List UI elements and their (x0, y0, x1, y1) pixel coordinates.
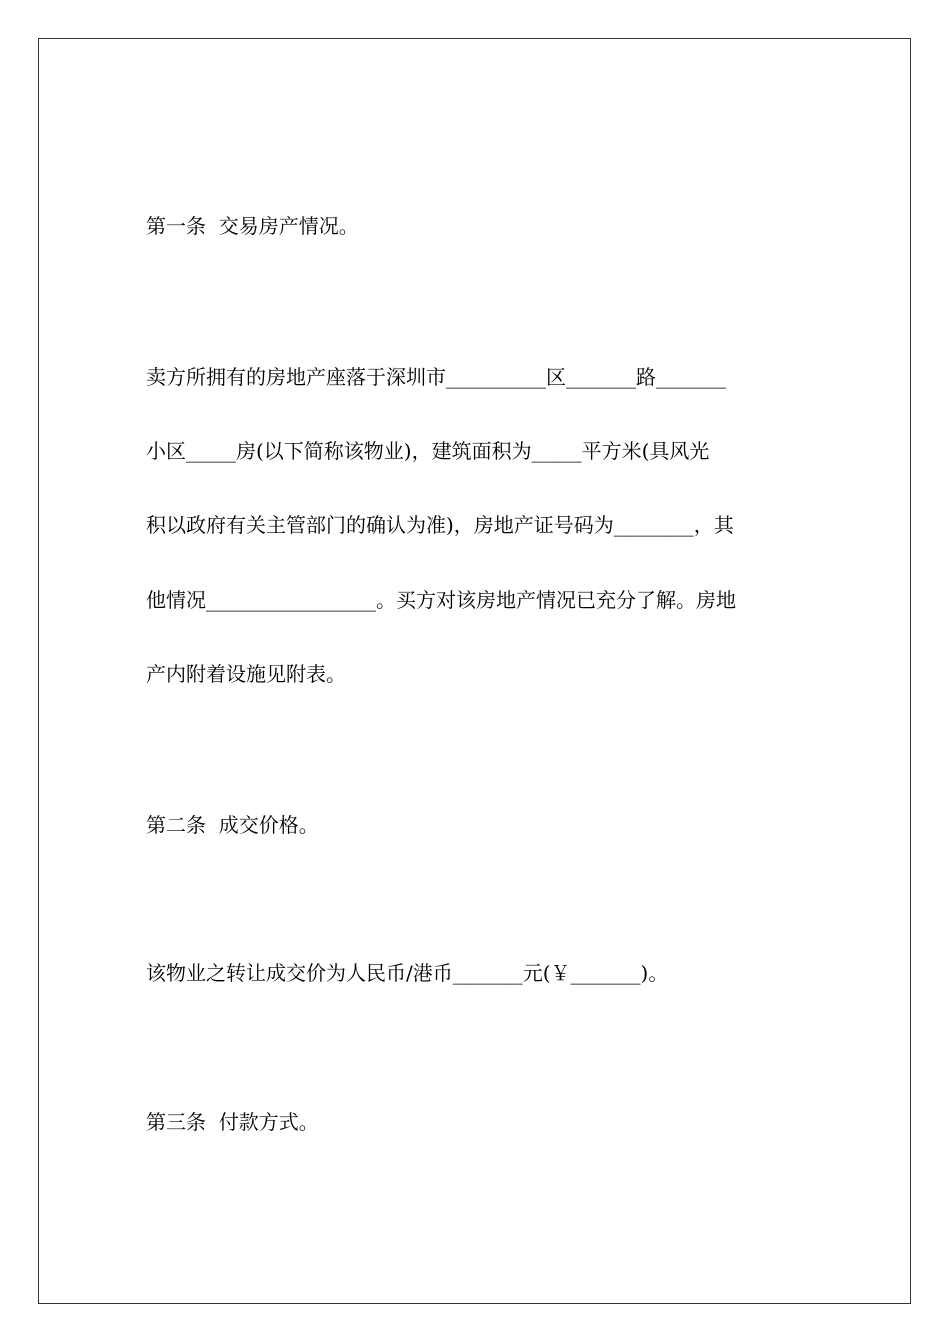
article-3-heading: 第三条 付款方式。 (146, 1110, 319, 1134)
article-1-paragraph-line-4: 他情况_________________。买方对该房地产情况已充分了解。房地 (146, 588, 736, 612)
article-1-paragraph-line-1: 卖方所拥有的房地产座落于深圳市__________区_______路_______ (146, 365, 726, 389)
article-2-paragraph: 该物业之转让成交价为人民币/港币_______元(￥_______)。 (146, 961, 669, 985)
article-1-heading: 第一条 交易房产情况。 (146, 214, 359, 238)
article-1-paragraph-line-5: 产内附着设施见附表。 (146, 662, 346, 686)
article-2-heading: 第二条 成交价格。 (146, 813, 319, 837)
article-1-paragraph-line-2: 小区_____房(以下简称该物业)，建筑面积为_____平方米(具风光 (146, 439, 710, 463)
article-1-paragraph-line-3: 积以政府有关主管部门的确认为准)，房地产证号码为________，其 (146, 513, 734, 537)
